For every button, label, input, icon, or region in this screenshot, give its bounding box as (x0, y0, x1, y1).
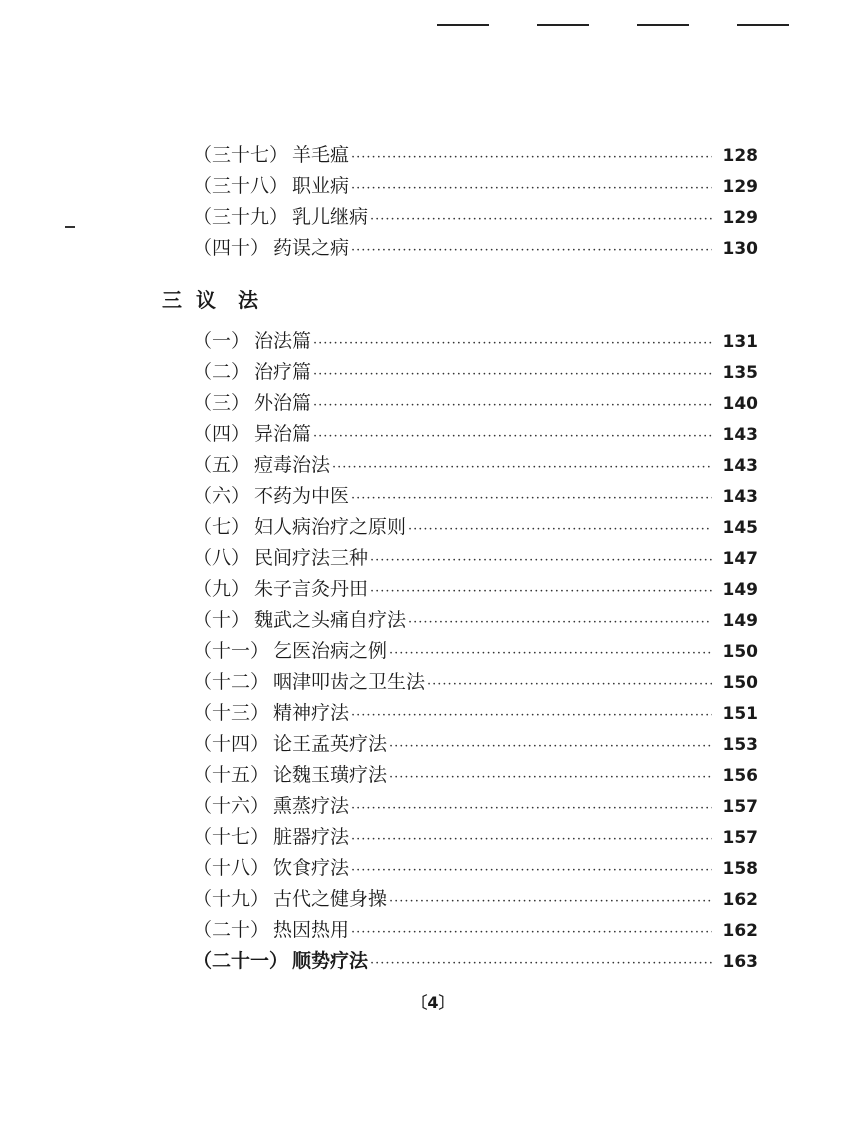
entry-page: 129 (722, 208, 758, 228)
leader-dots (351, 863, 712, 878)
entry-page: 140 (722, 394, 758, 414)
section-heading (162, 284, 280, 313)
entry-number: （二） (193, 361, 251, 383)
toc-entry[interactable] (193, 388, 758, 419)
leader-dots (370, 956, 712, 971)
entry-number: （十二） (193, 671, 270, 693)
entry-title: 痘毒治法 (254, 454, 331, 476)
entry-page: 158 (722, 859, 758, 879)
entry-number: （二十一） (193, 950, 289, 972)
section-title: 议法 (196, 288, 280, 312)
leader-dots (389, 770, 712, 785)
entry-number: （十三） (193, 702, 270, 724)
entry-page: 147 (722, 549, 758, 569)
toc-entry[interactable] (193, 636, 758, 667)
leader-dots (370, 584, 712, 599)
leader-dots (427, 677, 712, 692)
leader-dots (313, 336, 712, 351)
leader-dots (351, 150, 712, 165)
entry-title: 治疗篇 (254, 361, 312, 383)
toc-entry[interactable] (193, 450, 758, 481)
entry-title: 羊毛瘟 (292, 144, 350, 166)
entry-title: 精神疗法 (273, 702, 350, 724)
top-rule-1 (437, 24, 489, 26)
toc-entry[interactable] (193, 698, 758, 729)
leader-dots (389, 739, 712, 754)
toc-entry[interactable] (193, 667, 758, 698)
top-rule-3 (637, 24, 689, 26)
leader-dots (370, 553, 712, 568)
entry-page: 131 (722, 332, 758, 352)
toc-entry[interactable] (193, 884, 758, 915)
leader-dots (313, 367, 712, 382)
entry-number: （三十九） (193, 206, 289, 228)
entry-title: 治法篇 (254, 330, 312, 352)
entry-page: 143 (722, 487, 758, 507)
entry-title: 职业病 (292, 175, 350, 197)
toc-entry[interactable] (193, 233, 758, 264)
entry-page: 162 (722, 890, 758, 910)
entry-title: 论王孟英疗法 (273, 733, 388, 755)
entry-number: （三十七） (193, 144, 289, 166)
entry-page: 143 (722, 425, 758, 445)
entry-number: （十六） (193, 795, 270, 817)
toc-entry[interactable] (193, 574, 758, 605)
entry-title: 不药为中医 (254, 485, 350, 507)
entry-title: 古代之健身操 (273, 888, 388, 910)
entry-title: 咽津叩齿之卫生法 (273, 671, 426, 693)
toc-entry[interactable] (193, 481, 758, 512)
entry-number: （十五） (193, 764, 270, 786)
entry-page: 149 (722, 580, 758, 600)
leader-dots (351, 181, 712, 196)
entry-number: （七） (193, 516, 251, 538)
leader-dots (389, 894, 712, 909)
entry-page: 129 (722, 177, 758, 197)
entry-number: （十八） (193, 857, 270, 879)
entry-title: 饮食疗法 (273, 857, 350, 879)
toc-entry[interactable] (193, 326, 758, 357)
entry-number: （十） (193, 609, 251, 631)
entry-number: （九） (193, 578, 251, 600)
toc-entry[interactable] (193, 915, 758, 946)
entry-number: （十九） (193, 888, 270, 910)
entry-page: 130 (722, 239, 758, 259)
entry-page: 128 (722, 146, 758, 166)
entry-number: （十七） (193, 826, 270, 848)
section-number: 三 (162, 288, 184, 312)
leader-dots (370, 212, 712, 227)
margin-mark (65, 226, 75, 228)
toc-entry[interactable] (193, 791, 758, 822)
leader-dots (313, 398, 712, 413)
entry-number: （五） (193, 454, 251, 476)
entry-page: 162 (722, 921, 758, 941)
entry-number: （六） (193, 485, 251, 507)
entry-title: 异治篇 (254, 423, 312, 445)
entry-number: （十一） (193, 640, 270, 662)
entry-page: 150 (722, 642, 758, 662)
entry-title: 民间疗法三种 (254, 547, 369, 569)
top-rule-4 (737, 24, 789, 26)
entry-number: （三十八） (193, 175, 289, 197)
toc-entry[interactable] (193, 760, 758, 791)
entry-page: 153 (722, 735, 758, 755)
toc-entry[interactable] (193, 605, 758, 636)
toc-entry[interactable] (193, 822, 758, 853)
leader-dots (313, 429, 712, 444)
toc-entry[interactable] (193, 853, 758, 884)
leader-dots (389, 646, 712, 661)
leader-dots (408, 615, 712, 630)
entry-page: 157 (722, 828, 758, 848)
leader-dots (332, 460, 712, 475)
entry-title: 熏蒸疗法 (273, 795, 350, 817)
toc-entry[interactable] (193, 512, 758, 543)
toc-entry[interactable] (193, 419, 758, 450)
toc-entry[interactable] (193, 946, 758, 977)
entry-title: 顺势疗法 (292, 950, 369, 972)
entry-number: （二十） (193, 919, 270, 941)
entry-page: 135 (722, 363, 758, 383)
entry-title: 药误之病 (273, 237, 350, 259)
page-number: 〔4〕 (411, 993, 455, 1012)
entry-page: 151 (722, 704, 758, 724)
entry-title: 乞医治病之例 (273, 640, 388, 662)
leader-dots (351, 925, 712, 940)
toc-entry[interactable] (193, 729, 758, 760)
entry-page: 143 (722, 456, 758, 476)
entry-title: 论魏玉璜疗法 (273, 764, 388, 786)
leader-dots (351, 243, 712, 258)
entry-page: 156 (722, 766, 758, 786)
leader-dots (351, 708, 712, 723)
entry-number: （四） (193, 423, 251, 445)
leader-dots (351, 832, 712, 847)
toc-entry[interactable] (193, 202, 758, 233)
entry-title: 热因热用 (273, 919, 350, 941)
entry-number: （十四） (193, 733, 270, 755)
entry-number: （四十） (193, 237, 270, 259)
leader-dots (351, 801, 712, 816)
toc-entry[interactable] (193, 171, 758, 202)
entry-title: 外治篇 (254, 392, 312, 414)
entry-page: 163 (722, 952, 758, 972)
top-rule-2 (537, 24, 589, 26)
entry-number: （一） (193, 330, 251, 352)
entry-title: 朱子言灸丹田 (254, 578, 369, 600)
entry-number: （八） (193, 547, 251, 569)
entry-title: 魏武之头痛自疗法 (254, 609, 407, 631)
entry-title: 妇人病治疗之原则 (254, 516, 407, 538)
entry-page: 150 (722, 673, 758, 693)
leader-dots (408, 522, 712, 537)
toc-entry[interactable] (193, 140, 758, 171)
entry-page: 149 (722, 611, 758, 631)
entry-title: 脏器疗法 (273, 826, 350, 848)
toc-entry[interactable] (193, 357, 758, 388)
entry-number: （三） (193, 392, 251, 414)
entry-page: 145 (722, 518, 758, 538)
leader-dots (351, 491, 712, 506)
entry-title: 乳儿继病 (292, 206, 369, 228)
entry-page: 157 (722, 797, 758, 817)
toc-entry[interactable] (193, 543, 758, 574)
